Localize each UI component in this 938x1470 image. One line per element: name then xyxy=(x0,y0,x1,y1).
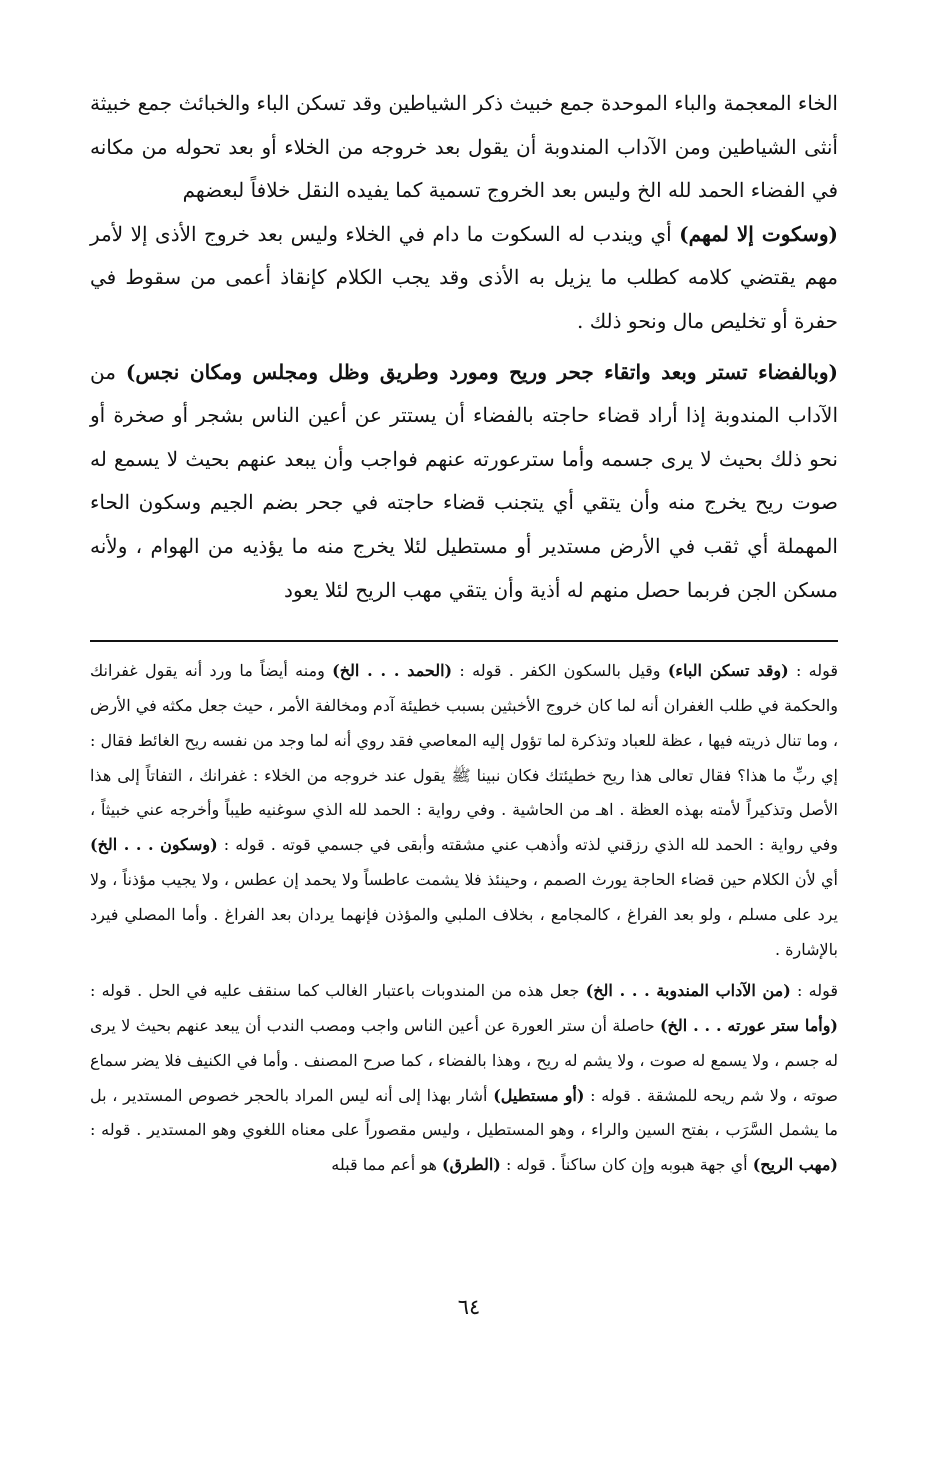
footnote-2 xyxy=(90,974,838,1183)
footnote-text: جعل هذه من المندوبات باعتبار الغالب كما سنقف عليه في الحل . قوله : xyxy=(90,981,586,1001)
main-paragraph-1-continuation: أي ويندب له السكوت ما دام في الخلاء وليس بعد خروج الأذى إلا لأمر مهم يقتضي كلامه كطلب ما يزيل به الأذى وقد يجب الكلام كإنقاذ أعمى من سقوط في حفرة أو تخليص مال ونحو ذلك . xyxy=(90,221,838,333)
footnote-text: ومنه أيضاً ما ورد أنه يقول غفرانك والحكمة في طلب الغفران أنه لما كان خروج الأخبثين بسبب خطيئة آدم ومخالفة الأمر ، حيث جعل مكثه في الأرض ، وما تنال ذريته فيها ، عظة للعباد وتذكرة لما تؤول إليه المعاصي فقد روي أنه لما وجد من نفسه ريح الغائط فقال : إي ربِّ ما هذا؟ فقال تعالى هذا ريح خطيئتك فكان نبينا ﷺ يقول عند خروجه من الخلاء : غفرانك ، التفاتاً إلى هذا الأصل وتذكيراً لأمته بهذه العظة . اهـ من الحاشية . وفي رواية : الحمد لله الذي سوغنيه طيباً وأخرجه عني خبيثاً ، وفي رواية : الحمد لله الذي رزقني لذته وأذهب عني مشقته وأبقى في جسمي قوته . قوله : xyxy=(90,661,839,855)
footnote-quote: (وقد تسكن الباء) xyxy=(667,661,789,681)
footnote-text: قوله : xyxy=(788,661,839,681)
footnote-quote: (من الآداب المندوبة . . . الخ) xyxy=(585,981,791,1001)
footnote-1 xyxy=(90,654,838,967)
main-paragraph-1-text: الخاء المعجمة والباء الموحدة جمع خبيث ذكر الشياطين وقد تسكن الباء والخبائث جمع خبيثة أنثى الشياطين ومن الآداب المندوبة أن يقول بعد خروجه من الخلاء أو بعد تحوله من مكانه في الفضاء الحمد لله الخ وليس بعد الخروج تسمية كما يفيده النقل خلافاً لبعضهم xyxy=(90,91,838,203)
page-body xyxy=(90,82,838,1183)
main-heading-open-space: (وبالفضاء تستر وبعد واتقاء جحر وريح ومورد وطريق وظل ومجلس ومكان نجس) xyxy=(125,359,839,384)
footnote-text: أي لأن الكلام حين قضاء الحاجة يورث الصمم ، وحينئذ فلا يشمت عاطساً ولا يحمد إن عطس ، ولا يجيب مؤذناً ، ولا يرد على مسلم ، ولو بعد الفراغ ، كالمجامع ، بخلاف الملبي والمؤذن فإنهما يردان بعد الفراغ . وأما المصلي فيرد بالإشارة . xyxy=(90,869,838,959)
footnote-quote: (وسكون . . . الخ) xyxy=(90,835,218,855)
main-paragraph-2-text: من الآداب المندوبة إذا أراد قضاء حاجته بالفضاء أن يستتر عن أعين الناس بشجر أو صخرة أو نحو ذلك بحيث لا يرى جسمه وأما سترعورته عنهم فواجب وأن يبعد عنهم بحيث لا يسمع له صوت ريح يخرج منه وأن يتقي أي يتجنب قضاء حاجته في جحر بضم الجيم وسكون الحاء المهملة أي ثقب في الأرض مستدير أو مستطيل لئلا يخرج منه ما يؤذيه من الهوام ، ولأنه مسكن الجن فربما حصل منهم له أذية وأن يتقي مهب الريح لئلا يعود xyxy=(90,359,838,602)
footnote-quote: (مهب الريح) xyxy=(752,1155,838,1175)
footnote-quote: (أو مستطيل) xyxy=(493,1085,585,1105)
footnote-text: حاصلة أن ستر العورة عن أعين الناس واجب ومصب الندب أن يبعد عنهم بحيث لا يرى له جسم ، ولا يسمع له صوت ، ولا يشم له ريح ، وهذا بالفضاء ، كما صرح المصنف . وأما في الكنيف فلا يضر سماع صوته ، ولا شم ريحه للمشقة . قوله : xyxy=(90,1016,839,1105)
main-heading-silence: (وسكوت إلا لمهم) xyxy=(679,221,839,246)
footnote-text: هو أعم مما قبله xyxy=(331,1155,443,1175)
footnote-text: أشار بهذا إلى أنه ليس المراد بالحجر خصوص المستدير ، بل ما يشمل السَّرَب ، بفتح السين والراء ، وهو المستطيل ، وليس مقصوراً على معناه اللغوي وهو المستدير . قوله : xyxy=(90,1085,838,1140)
main-paragraph-2 xyxy=(90,351,838,613)
main-paragraph-1 xyxy=(90,82,838,344)
main-text xyxy=(90,82,838,612)
footnote-text: قوله : xyxy=(790,981,839,1001)
footnote-quote: (وأما ستر عورته . . . الخ) xyxy=(659,1016,839,1036)
footnotes xyxy=(90,654,838,1183)
footnote-separator-rule xyxy=(90,640,838,642)
footnote-quote: (الحمد . . . الخ) xyxy=(332,661,453,681)
footnote-text: وقيل بالسكون الكفر . قوله : xyxy=(452,661,668,681)
footnote-quote: (الطرق) xyxy=(442,1155,501,1175)
page-number: ٦٤ xyxy=(457,1295,481,1319)
footnote-text: أي جهة هبوبه وإن كان ساكناً . قوله : xyxy=(500,1155,753,1175)
